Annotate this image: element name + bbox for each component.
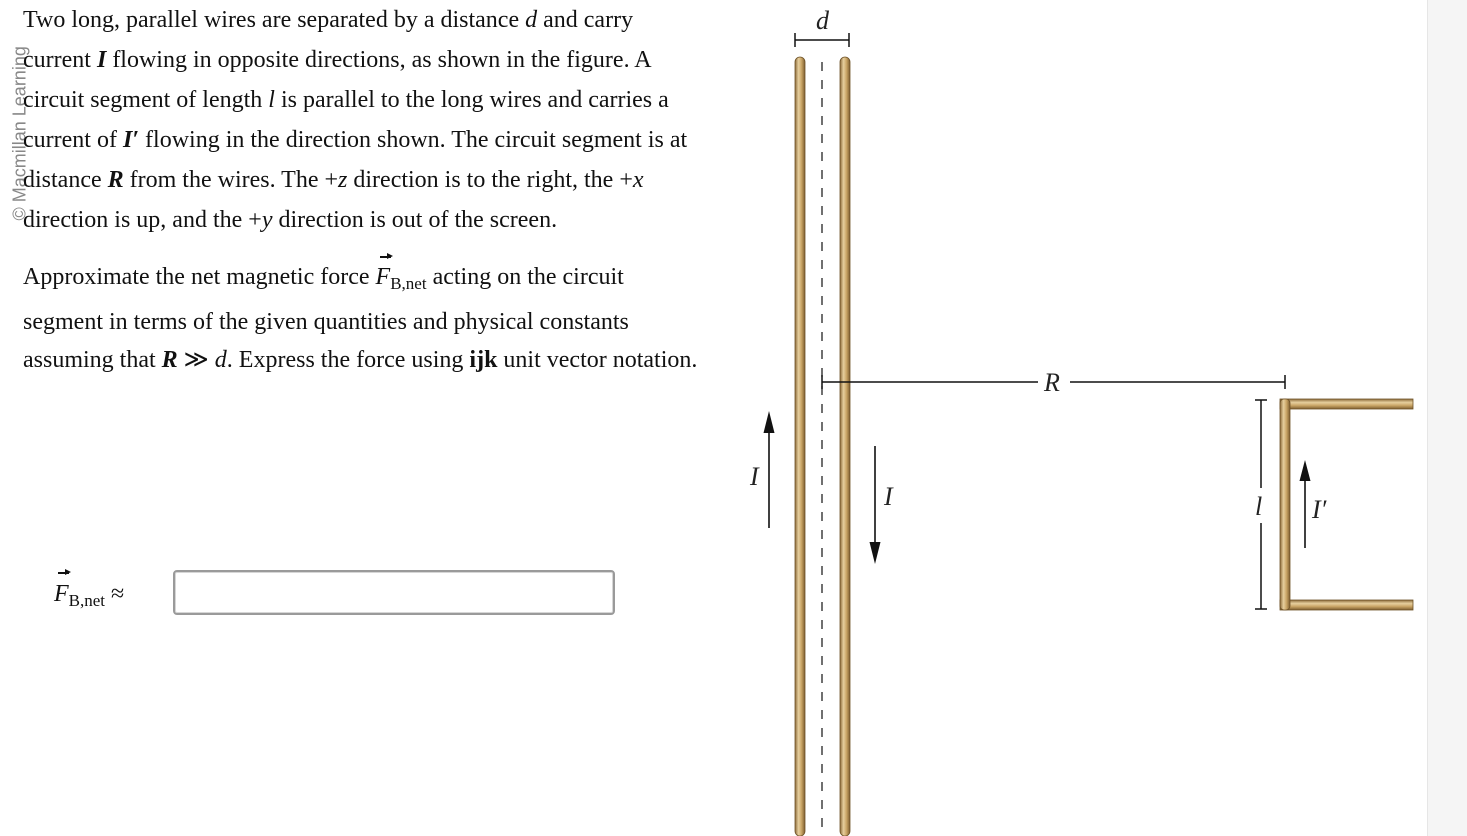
right-scroll-gutter <box>1427 0 1467 836</box>
var-l: l <box>268 87 275 113</box>
ijk-notation: ijk <box>469 347 498 373</box>
label-I-right: I <box>884 482 893 511</box>
circuit-segment-wire <box>1280 399 1290 610</box>
right-wire <box>840 57 850 836</box>
circuit-top-wire <box>1280 399 1413 409</box>
question-paragraph-1: Two long, parallel wires are separated by a distance d and carry current I flowing in opposite directions, as shown in the figure. A circuit segment of length l is parallel to the long wires and carries a current of I′ flowing in the direction shown. The circuit segment is at distance R from the wires. The +z direction is to the right, the +x direction is up, and the +y direction is out of the screen. <box>23 7 688 233</box>
copyright-text: © Macmillan Learning <box>9 46 30 221</box>
var-d: d <box>525 7 538 33</box>
answer-vector-symbol: F <box>54 574 69 614</box>
circuit-current-arrowhead <box>1300 460 1311 481</box>
left-current-arrowhead <box>764 411 775 433</box>
answer-subscript: B,net <box>68 591 106 610</box>
var-z: z <box>338 167 348 193</box>
label-d: d <box>816 6 829 35</box>
left-wire <box>795 57 805 836</box>
copyright-credit <box>0 0 30 230</box>
answer-input[interactable] <box>173 570 615 615</box>
var-I: I <box>96 47 107 73</box>
question-text <box>23 0 703 379</box>
approx-symbol: ≈ <box>105 581 125 607</box>
var-y: y <box>261 207 273 233</box>
var-x: x <box>632 167 644 193</box>
label-I-left: I <box>750 462 759 491</box>
var-d-2: d <box>214 347 227 373</box>
var-R: R <box>107 167 124 193</box>
label-l: l <box>1255 492 1263 521</box>
label-I-prime: I′ <box>1312 495 1327 524</box>
answer-label <box>54 574 124 621</box>
var-R-2: R <box>161 347 178 373</box>
question-paragraph-2: Approximate the net magnetic force $F_{B,net}$ acting on the circuit segment in terms of the given quantities and physical constants assuming that R ≫ d. Express the force using ijk unit vector notation. <box>23 258 703 379</box>
label-R: R <box>1044 368 1060 397</box>
force-subscript: B,net <box>390 274 427 293</box>
var-I-prime: I′ <box>122 127 140 153</box>
right-current-arrowhead <box>870 542 881 564</box>
physics-figure <box>700 0 1427 836</box>
circuit-bottom-wire <box>1280 600 1413 610</box>
force-vector-symbol: F <box>376 258 391 296</box>
